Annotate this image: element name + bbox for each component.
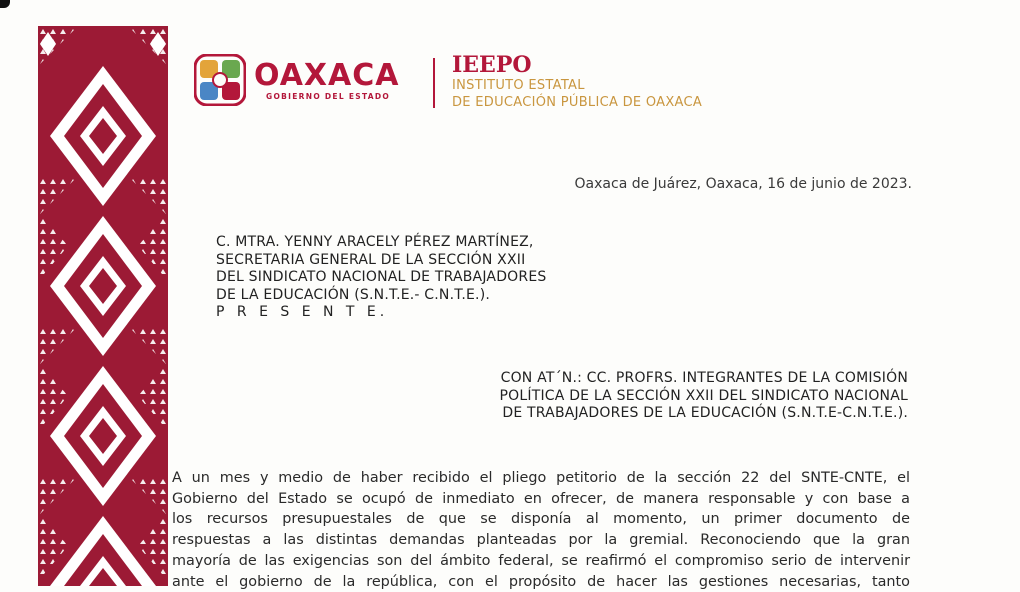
addressee-block — [216, 234, 546, 322]
scan-corner-mark — [0, 0, 10, 8]
brand-subtitle: GOBIERNO DEL ESTADO — [266, 92, 391, 101]
body-line: los recursos presupuestales de que se disponía al momento, un primer documento de — [172, 511, 910, 528]
attention-line: CON AT´N.: CC. PROFRS. INTEGRANTES DE LA COMISIÓN — [500, 370, 908, 386]
attention-line: POLÍTICA DE LA SECCIÓN XXII DEL SINDICATO NACIONAL — [499, 387, 908, 404]
addressee-line: DE LA EDUCACIÓN (S.N.T.E.- C.N.T.E.). — [216, 286, 491, 303]
addressee-line: C. MTRA. YENNY ARACELY PÉREZ MARTÍNEZ, — [216, 234, 534, 250]
institution-acronym: IEEPO — [452, 52, 532, 78]
oaxaca-state-seal-icon — [194, 54, 246, 106]
letter-date: Oaxaca de Juárez, Oaxaca, 16 de junio de 2023. — [574, 176, 912, 192]
brand-name: OAXACA — [254, 58, 400, 93]
presente-line: P R E S E N T E. — [216, 304, 389, 320]
header-divider — [433, 58, 435, 108]
body-line: respuestas a las distintas demandas planteadas por la gremial. Reconociendo que la gran — [172, 532, 910, 549]
body-line: ante el gobierno de la república, con el propósito de hacer las gestiones necesarias, tanto — [172, 573, 910, 590]
body-line: A un mes y medio de haber recibido el pliego petitorio de la sección 22 del SNTE-CNTE, el — [172, 470, 910, 486]
attention-line: DE TRABAJADORES DE LA EDUCACIÓN (S.N.T.E-C.N.T.E.). — [502, 405, 908, 421]
addressee-line: DEL SINDICATO NACIONAL DE TRABAJADORES — [216, 269, 547, 285]
attention-block — [500, 370, 908, 423]
letter-body — [172, 468, 910, 592]
addressee-line: SECRETARIA GENERAL DE LA SECCIÓN XXII — [216, 251, 526, 268]
institution-name-line1: INSTITUTO ESTATAL — [452, 78, 585, 93]
body-line: mayoría de las exigencias son del ámbito federal, se reafirmó el compromiso serio de intervenir — [172, 552, 910, 569]
institution-name-line2: DE EDUCACIÓN PÚBLICA DE OAXACA — [452, 95, 703, 110]
body-line: Gobierno del Estado se ocupó de inmediato en ofrecer, de manera responsable y con base a — [172, 490, 910, 507]
decorative-textile-band — [38, 26, 168, 586]
